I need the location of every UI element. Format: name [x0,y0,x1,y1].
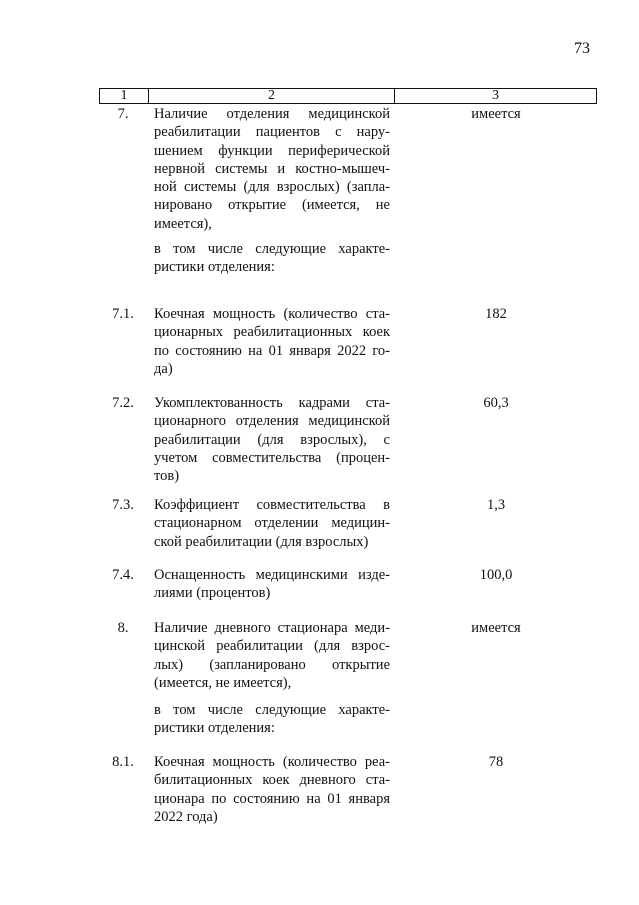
table-header-col1: 1 [100,89,149,103]
table-header-row [99,88,597,104]
row-number: 7. [117,106,129,122]
row-value: 100,0 [479,567,513,583]
table-header-col3: 3 [492,88,499,103]
row-description: Наличие отделения медицинской реабилитации пациентов с нару-шением функции периферической нервной системы и костно-мышеч-ной системы (для взрослых) (запла-нировано открытие (имеется, не имеется), [154,106,390,232]
row-value: 60,3 [483,395,509,411]
row-description: в том числе следующие характе-ристики отделения: [154,702,390,737]
row-number: 8. [117,620,129,636]
row-number: 8.1. [112,754,134,770]
row-description: в том числе следующие характе-ристики отделения: [154,241,390,276]
page-number: 73 [574,40,590,57]
row-number: 7.2. [112,395,134,411]
row-description: Укомплектованность кадрами ста-ционарного отделения медицинской реабилитации (для взрослых), с учетом совместительства (процен-тов) [154,395,390,485]
row-description: Коечная мощность (количество реа-билитационных коек дневного ста-ционара по состоянию на 01 января 2022 года) [154,754,390,825]
row-number: 7.4. [112,567,134,583]
row-value: имеется [471,620,521,636]
row-value: 182 [485,306,507,322]
row-value: 1,3 [486,497,506,513]
row-description: Наличие дневного стационара меди-цинской реабилитации (для взрос-лых) (запланировано открытие (имеется, не имеется), [154,620,390,691]
row-number: 7.3. [112,497,134,513]
row-value: имеется [471,106,521,122]
row-description: Коечная мощность (количество ста-ционарных реабилитационных коек по состоянию на 01 января 2022 го-да) [154,306,390,377]
row-value: 78 [488,754,504,770]
row-number: 7.1. [112,306,134,322]
row-description: Коэффициент совместительства в стационарном отделении медицин-ской реабилитации (для взрослых) [154,497,390,550]
row-description: Оснащенность медицинскими изде-лиями (процентов) [154,567,390,602]
table-header-col2: 2 [149,89,395,103]
